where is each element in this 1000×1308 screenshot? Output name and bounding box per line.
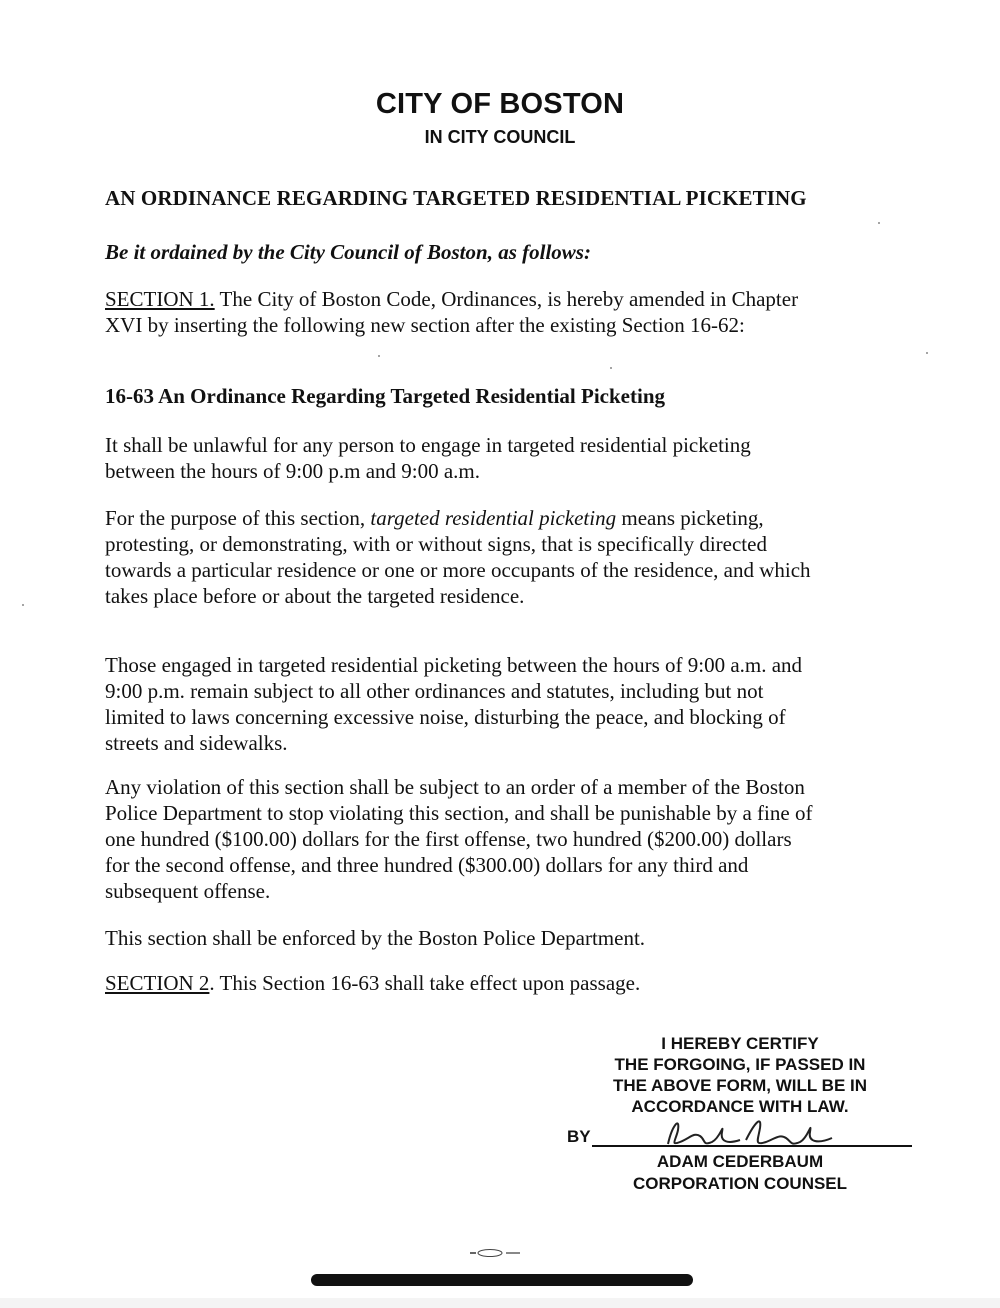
section-2-paragraph [105,970,815,996]
by-label: BY [567,1127,591,1146]
definition-lead: For the purpose of this section, [105,506,371,530]
handwritten-signature [650,1110,850,1155]
bottom-edge [0,1298,1000,1308]
paragraph-penalties: Any violation of this section shall be subject to an order of a member of the Boston Police Department to stop violating this section, and shall be punishable by a fine of one hundred ($100.00) dollars for the first offense, two hundred ($200.00) dollars for the second offense, and three hundred ($300.00) dollars for any third and subsequent offense. [105,775,813,903]
scan-speck [926,352,928,354]
home-indicator-bar[interactable] [311,1274,693,1286]
scan-speck [22,604,24,606]
section-1-text: The City of Boston Code, Ordinances, is hereby amended in Chapter XVI by inserting the following new section after the existing Section 16-62: [105,287,799,337]
union-label-mark [468,1248,528,1258]
paragraph-enforcement: This section shall be enforced by the Boston Police Department. [105,926,646,950]
document-subtitle: IN CITY COUNCIL [424,127,576,147]
counsel-name: ADAM CEDERBAUM [656,1152,824,1171]
scan-speck [378,355,380,357]
counsel-role: CORPORATION COUNSEL [632,1174,848,1193]
paragraph-other-ordinances: Those engaged in targeted residential picketing between the hours of 9:00 a.m. and 9:00 p.m. remain subject to all other ordinances and statutes, including but not limited to laws concerning excessive noise, disturbing the peace, and blocking of streets and sidewalks. [105,653,803,755]
certification-line-3: THE ABOVE FORM, WILL BE IN [612,1076,868,1095]
paragraph-definition [105,505,820,609]
certification-line-1: I HEREBY CERTIFY [661,1034,819,1053]
subsection-heading: 16-63 An Ordinance Regarding Targeted Residential Picketing [105,384,666,408]
document-title: CITY OF BOSTON [375,88,625,120]
enacting-clause: Be it ordained by the City Council of Boston, as follows: [105,240,591,264]
section-2-text: . This Section 16-63 shall take effect upon passage. [209,971,641,995]
section-1-label: SECTION 1. [105,287,215,311]
counsel-block [560,1151,920,1195]
paragraph-unlawful-hours: It shall be unlawful for any person to engage in targeted residential picketing between the hours of 9:00 p.m and 9:00 a.m. [105,433,751,483]
definition-term: targeted residential picketing [370,506,617,530]
section-2-label: SECTION 2 [105,971,210,995]
ordinance-title: AN ORDINANCE REGARDING TARGETED RESIDENTIAL PICKETING [105,186,807,210]
scan-speck [878,222,880,224]
certification-line-4: ACCORDANCE WITH LAW. [631,1097,849,1116]
section-1-paragraph [105,286,805,338]
certification-stamp [560,1033,920,1117]
definition-body: means picketing, protesting, or demonstrating, with or without signs, that is specifically directed towards a particular residence or one or more occupants of the residence, and which takes place before or about the targeted residence. [105,506,811,608]
scan-speck [610,367,612,369]
certification-line-2: THE FORGOING, IF PASSED IN [614,1055,866,1074]
